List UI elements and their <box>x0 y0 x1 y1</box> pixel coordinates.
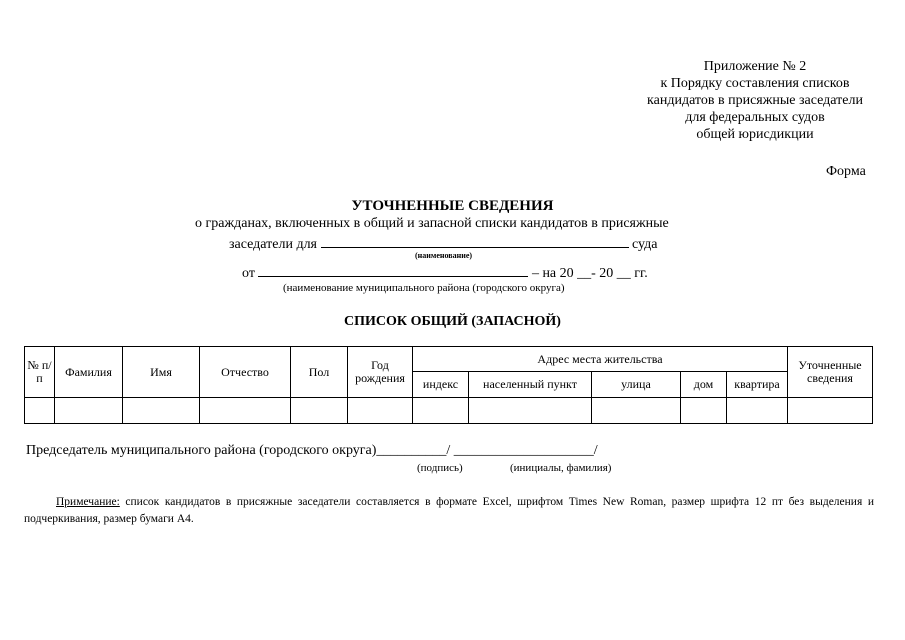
appendix-block <box>600 58 905 143</box>
header-refined: Уточненные сведения <box>788 347 873 398</box>
chair-signature-line: Председатель муниципального района (городского округа)__________/ ____________________/ <box>26 443 598 458</box>
cell[interactable] <box>123 398 200 424</box>
caption-signature: (подпись) <box>417 462 463 474</box>
caption-name: (наименование) <box>415 251 473 260</box>
cell[interactable] <box>413 398 469 424</box>
municipality-name-field[interactable] <box>258 263 528 277</box>
header-address: Адрес места жительства <box>413 347 788 372</box>
line3-prefix: от <box>242 266 255 281</box>
cell[interactable] <box>788 398 873 424</box>
candidates-table <box>24 346 873 424</box>
note-text: список кандидатов в присяжные заседатели составляется в формате Excel, шрифтом Times New Roman, размер шрифта 12 пт без выделения и подчеркивания, размер бумаги А4. <box>24 496 874 525</box>
appendix-line: кандидатов в присяжные заседатели <box>647 93 863 108</box>
header-street: улица <box>592 372 681 398</box>
list-subtitle: СПИСОК ОБЩИЙ (ЗАПАСНОЙ) <box>344 314 561 329</box>
cell[interactable] <box>469 398 592 424</box>
table-row[interactable] <box>25 398 873 424</box>
cell[interactable] <box>55 398 123 424</box>
cell[interactable] <box>727 398 788 424</box>
header-index: индекс <box>413 372 469 398</box>
note-paragraph <box>24 494 874 528</box>
header-locality: населенный пункт <box>469 372 592 398</box>
appendix-line: для федеральных судов <box>685 110 825 125</box>
note-label: Примечание: <box>56 496 120 508</box>
appendix-line: общей юрисдикции <box>696 127 814 142</box>
appendix-line: к Порядку составления списков <box>660 76 850 91</box>
cell[interactable] <box>592 398 681 424</box>
header-num: № п/п <box>25 347 55 398</box>
header-house: дом <box>681 372 727 398</box>
cell[interactable] <box>348 398 413 424</box>
form-label: Форма <box>826 164 866 179</box>
line3-suffix: – на 20 __- 20 __ гг. <box>531 266 648 281</box>
header-patronymic: Отчество <box>200 347 291 398</box>
cell[interactable] <box>200 398 291 424</box>
document-title: УТОЧНЕННЫЕ СВЕДЕНИЯ <box>351 198 554 214</box>
appendix-line: Приложение № 2 <box>703 59 807 74</box>
header-surname: Фамилия <box>55 347 123 398</box>
caption-municipal: (наименование муниципального района (городского округа) <box>283 282 565 294</box>
header-name: Имя <box>123 347 200 398</box>
court-name-field[interactable] <box>321 234 629 248</box>
header-line-1: о гражданах, включенных в общий и запасной списки кандидатов в присяжные <box>195 216 669 231</box>
header-line-3 <box>242 263 648 282</box>
header-apartment: квартира <box>727 372 788 398</box>
cell[interactable] <box>291 398 348 424</box>
line2-suffix: суда <box>632 237 658 252</box>
caption-initials: (инициалы, фамилия) <box>510 462 612 474</box>
cell[interactable] <box>681 398 727 424</box>
line2-prefix: заседатели для <box>229 237 317 252</box>
cell[interactable] <box>25 398 55 424</box>
header-sex: Пол <box>291 347 348 398</box>
header-birth-year: Год рождения <box>348 347 413 398</box>
